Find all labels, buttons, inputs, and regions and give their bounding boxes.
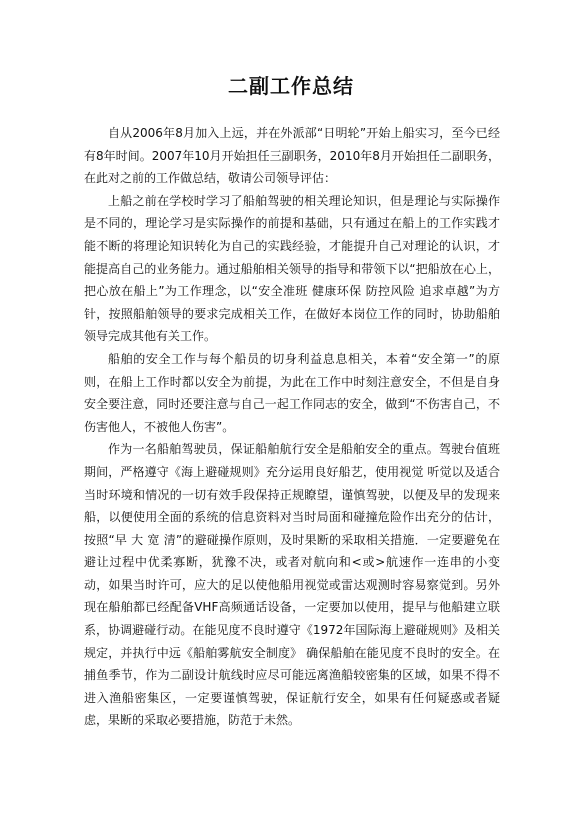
document-title: 二副工作总结 bbox=[228, 74, 354, 98]
paragraph-theory-practice: 上船之前在学校时学习了船舶驾驶的相关理论知识，但是理论与实际操作是不同的，理论学习是实际操作的前提和基础，只有通过在船上的工作实践才能不断的将理论知识转化为自己的实践经验，才能提升自己对理论的认识，才能提高自己的业务能力。通过船舶相关领导的指导和带领下以“把船放在心上，把心放在船上”为工作理念，以“安全准班 健康环保 防控风险 追求卓越”为方针，按照船舶领导的要求完成相关工作，在做好本岗位工作的同时，协助船舶领导完成其他有关工作。 bbox=[84, 193, 500, 344]
paragraph-intro: 自从2006年8月加入上远，并在外派部“日明轮”开始上船实习，至今已经有8年时间。2007年10月开始担任三副职务，2010年8月开始担任二副职务，在此对之前的工作做总结，敬请公司领导评估： bbox=[84, 126, 500, 186]
paragraph-navigation: 作为一名船舶驾驶员，保证船舶航行安全是船舶安全的重点。驾驶台值班期间，严格遵守《海上避碰规则》充分运用良好船艺，使用视觉 听觉以及适合当时环境和情况的一切有效手段保持正规瞭望，谨慎驾驶，以便及早的发现来船，以便使用全面的系统的信息资料对当时局面和碰撞危险作出充分的估计，按照“早 大 宽 清”的避碰操作原则，及时果断的采取相关措施．一定要避免在避让过程中优柔寡断，犹豫不决，或者对航向和<或>航速作一连串的小变动，如果当时许可，应大的足以使他船用视觉或雷达观测时容易察觉到。另外现在船舶都已经配备VHF高频通话设备，一定要加以使用，提早与他船建立联系，协调避碰行动。在能见度不良时遵守《1972年国际海上避碰规则》及相关规定，并执行中远《船舶雾航安全制度》 确保船舶在能见度不良时的安全。在捕鱼季节，作为二副设计航线时应尽可能远离渔船较密集的区域，如果不得不进入渔船密集区，一定要谨慎驾驶，保证航行安全，如果有任何疑惑或者疑虑，果断的采取必要措施，防范于未然。 bbox=[84, 442, 500, 728]
paragraph-safety: 船舶的安全工作与每个船员的切身利益息息相关，本着“安全第一”的原则，在船上工作时都以安全为前提，为此在工作中时刻注意安全，不但是自身安全要注意，同时还要注意与自己一起工作同志的安全，做到“不伤害自己，不伤害他人，不被他人伤害”。 bbox=[84, 351, 500, 434]
document-body bbox=[84, 122, 500, 732]
